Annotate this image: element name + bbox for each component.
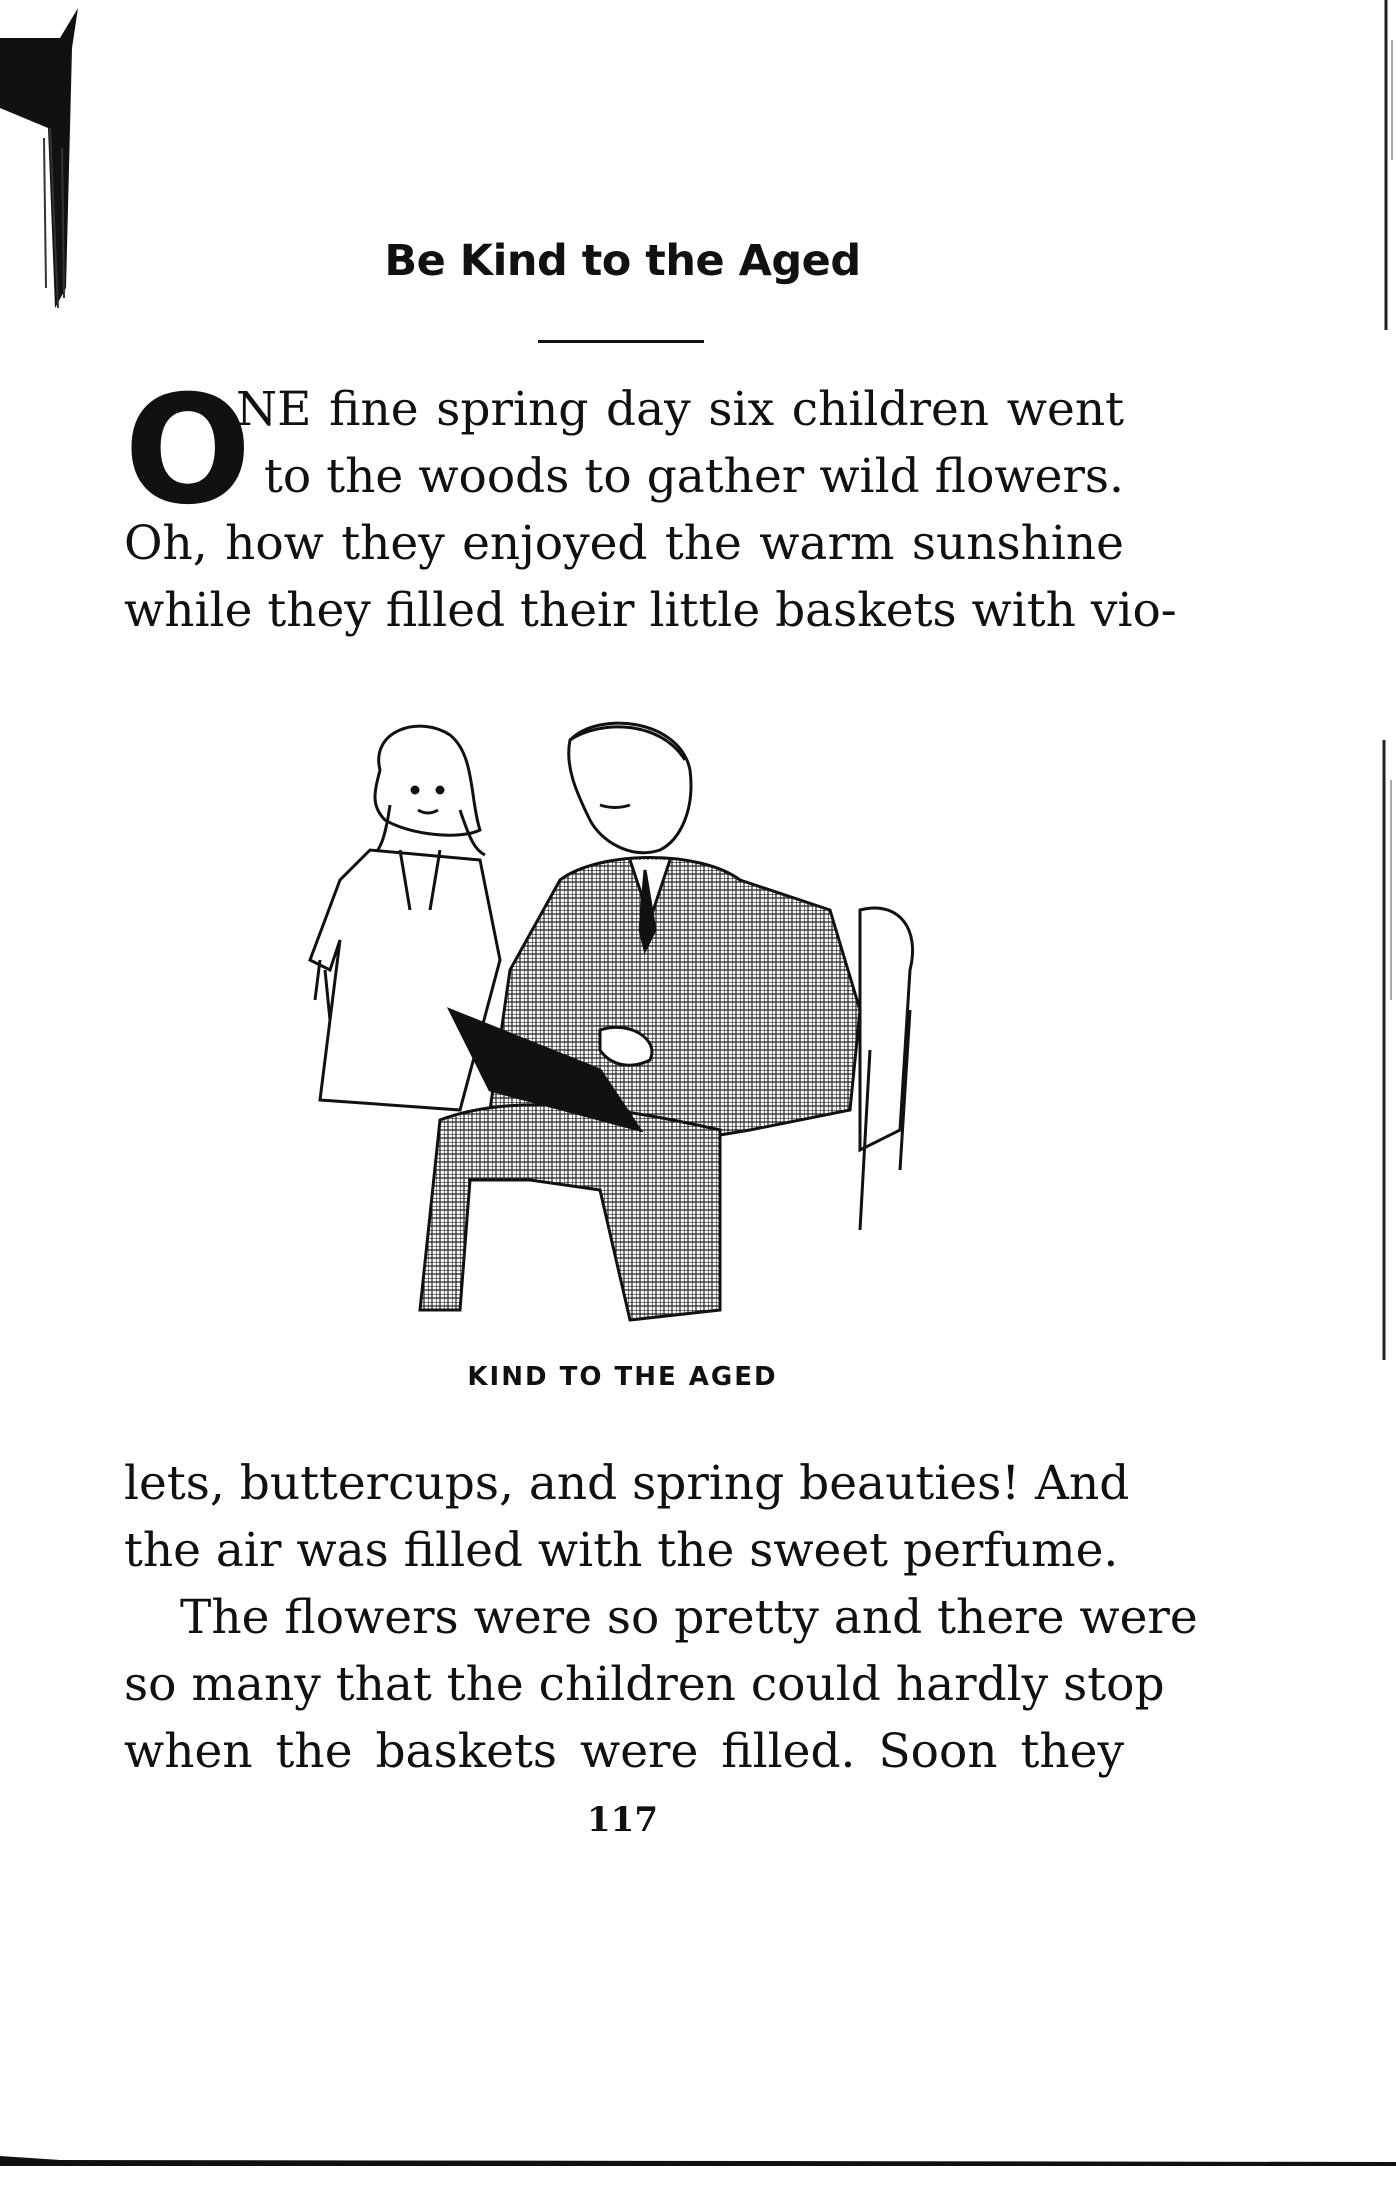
illustration-caption: KIND TO THE AGED [467, 1362, 778, 1392]
paragraph-line: to the woods to gather wild flowers. [264, 449, 1124, 504]
girl-and-old-man-reading-illustration [300, 710, 960, 1350]
paragraph-line: when the baskets were filled. Soon they [124, 1724, 1124, 1779]
paragraph-line: NE fine spring day six children went [236, 382, 1124, 437]
title-divider [538, 340, 704, 343]
armchair [860, 908, 913, 1230]
scan-edge-artifact-bottom [0, 2150, 1396, 2168]
paragraph-line: Oh, how they enjoyed the warm sunshine [124, 516, 1124, 571]
old-man-figure [420, 723, 860, 1320]
paragraph-line: the air was filled with the sweet perfume. [124, 1523, 1119, 1578]
paragraph-1 [124, 364, 1177, 644]
scan-edge-artifact-right [1366, 0, 1396, 1400]
page-number: 117 [587, 1800, 658, 1840]
drop-cap: O [124, 364, 252, 538]
paragraph-2 [124, 1584, 1198, 1785]
paragraph-line: lets, buttercups, and spring beauties! And [124, 1456, 1130, 1511]
paragraph-line: so many that the children could hardly stop [124, 1657, 1165, 1712]
chapter-title: Be Kind to the Aged [384, 236, 861, 286]
paragraph-1-continued [124, 1450, 1130, 1584]
paragraph-line: while they filled their little baskets with vio- [124, 583, 1177, 638]
paragraph-line: The flowers were so pretty and there were [180, 1590, 1198, 1645]
